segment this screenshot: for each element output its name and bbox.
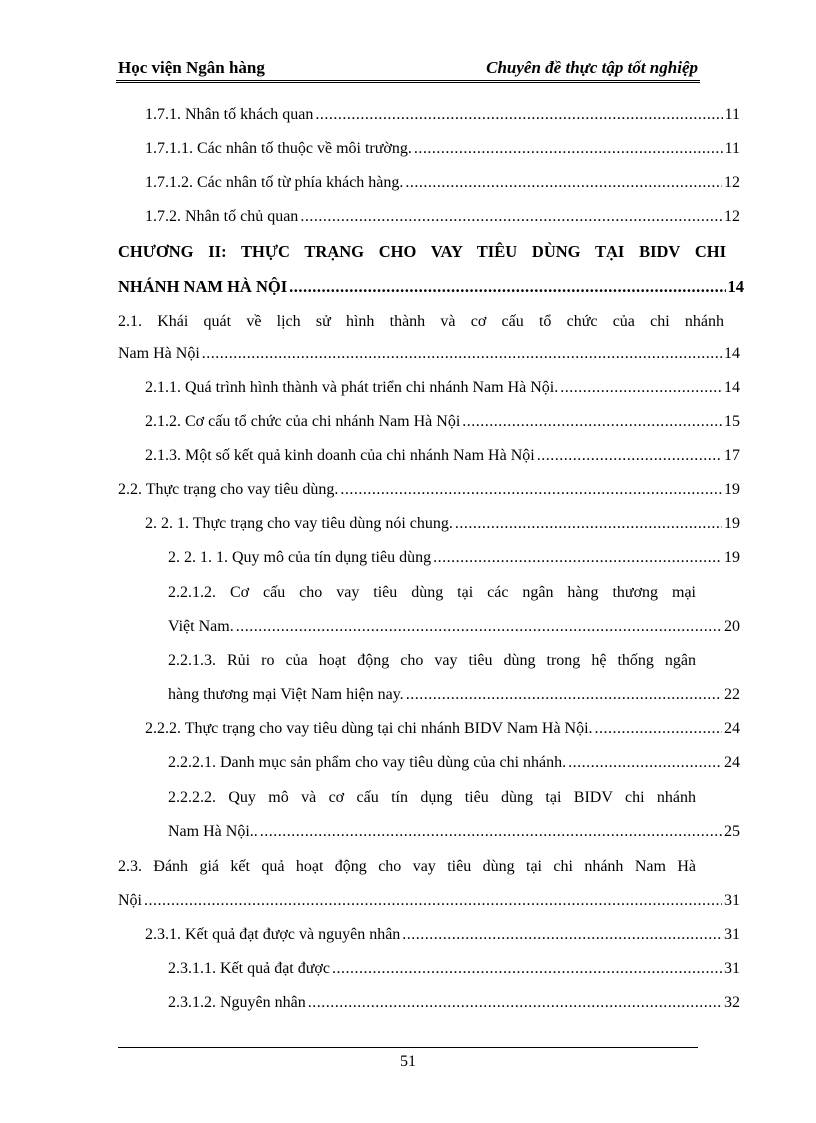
footer-rule (118, 1047, 698, 1048)
header-rule (116, 80, 700, 83)
toc-entry: 2.1. Khái quát về lịch sử hình thành và cơ cấu tổ chức của chi nhánh (118, 313, 724, 330)
toc-entry: Việt Nam. ..... 20 (168, 616, 740, 638)
toc-entry: Nam Hà Nội.. ..... 25 (168, 821, 740, 843)
toc-entry: 2.3.1.2. Nguyên nhân ..... 32 (168, 992, 740, 1014)
toc-entry: 2.3.1.1. Kết quả đạt được ..... 31 (168, 958, 740, 980)
toc-entry: 2.2.2.1. Danh mục sản phẩm cho vay tiêu dùng của chi nhánh. ..... 24 (168, 752, 740, 774)
toc-chapter-heading: CHƯƠNG II: THỰC TRẠNG CHO VAY TIÊU DÙNG TẠI BIDV CHI (118, 242, 726, 261)
page-header (118, 52, 698, 78)
toc-entry: Nam Hà Nội ..... 14 (118, 343, 740, 365)
toc-entry: 1.7.1. Nhân tố khách quan ..... 11 (145, 104, 740, 126)
toc-entry: 2.1.3. Một số kết quả kinh doanh của chi nhánh Nam Hà Nội ..... 17 (145, 445, 740, 467)
toc-entry: 2.2.2. Thực trạng cho vay tiêu dùng tại chi nhánh BIDV Nam Hà Nội. ..... 24 (145, 718, 740, 740)
toc-entry: 1.7.1.1. Các nhân tố thuộc về môi trường. ..... 11 (145, 138, 740, 160)
toc-entry: 2. 2. 1. Thực trạng cho vay tiêu dùng nói chung. ..... 19 (145, 513, 740, 535)
page-number: 51 (400, 1053, 416, 1070)
toc-entry: 2.1.2. Cơ cấu tổ chức của chi nhánh Nam Hà Nội ..... 15 (145, 411, 740, 433)
toc-entry: 2.2.1.3. Rủi ro của hoạt động cho vay tiêu dùng trong hệ thống ngân (168, 652, 696, 669)
toc-entry: 2.2. Thực trạng cho vay tiêu dùng. ..... 19 (118, 479, 740, 501)
toc-entry: Nội ..... 31 (118, 890, 740, 912)
toc-entry: NHÁNH NAM HÀ NỘI ..... 14 (118, 276, 744, 298)
header-document-title: Chuyên đề thực tập tốt nghiệp (486, 58, 698, 77)
toc-entry: hàng thương mại Việt Nam hiện nay. ..... 22 (168, 684, 740, 706)
toc-entry: 2.2.2.2. Quy mô và cơ cấu tín dụng tiêu dùng tại BIDV chi nhánh (168, 789, 696, 806)
toc-entry: 2.2.1.2. Cơ cấu cho vay tiêu dùng tại các ngân hàng thương mại (168, 584, 696, 601)
toc-entry: 1.7.1.2. Các nhân tố từ phía khách hàng. ..... 12 (145, 172, 740, 194)
header-institution: Học viện Ngân hàng (118, 58, 265, 77)
toc-entry: 2.3.1. Kết quả đạt được và nguyên nhân ..... 31 (145, 924, 740, 946)
toc-entry: 2.3. Đánh giá kết quả hoạt động cho vay tiêu dùng tại chi nhánh Nam Hà (118, 858, 696, 875)
toc-entry: 2. 2. 1. 1. Quy mô của tín dụng tiêu dùng ..... 19 (168, 547, 740, 569)
toc-entry: 2.1.1. Quá trình hình thành và phát triển chi nhánh Nam Hà Nội. ..... 14 (145, 377, 740, 399)
toc-entry: 1.7.2. Nhân tố chủ quan ..... 12 (145, 206, 740, 228)
